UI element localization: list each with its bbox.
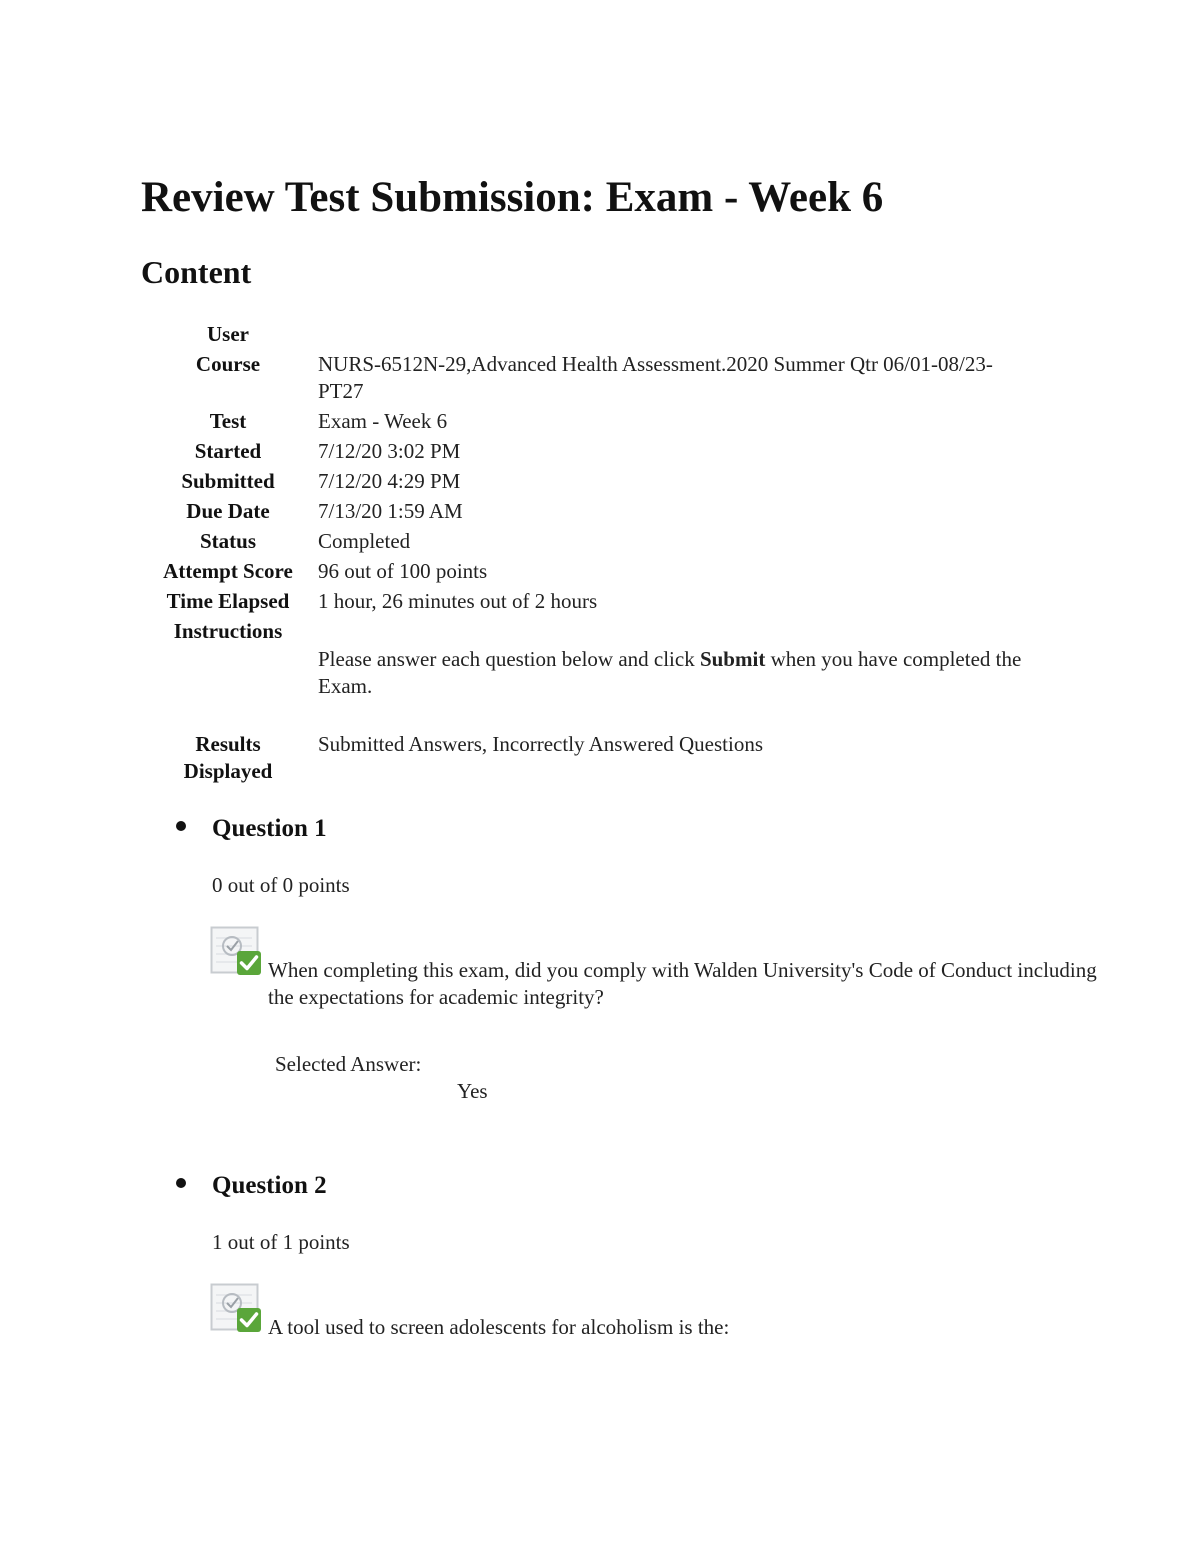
section-title: Content [141,254,252,290]
question-points: 0 out of 0 points [212,873,350,897]
question-text: A tool used to screen adolescents for alcoholism is the: [268,1315,730,1339]
info-value: Exam - Week 6 [318,409,448,433]
instructions-before: Please answer each question below and click [318,647,700,671]
instructions-submit-keyword: Submit [699,647,766,671]
info-label: Due Date [186,499,270,523]
info-label: Started [194,439,262,463]
info-value: 7/12/20 4:29 PM [318,469,461,493]
page-title: Review Test Submission: Exam - Week 6 [141,174,884,221]
question-points: 1 out of 1 points [212,1230,350,1254]
question-title: Question 1 [212,815,327,842]
info-label: Time Elapsed [166,589,290,613]
info-value: 7/13/20 1:59 AM [318,499,463,523]
info-value: NURS-6512N-29,Advanced Health Assessment.2020 Summer Qtr 06/01-08/23-PT27 [318,352,993,403]
question-title: Question 2 [212,1172,327,1199]
selected-answer-value: Yes [457,1079,488,1103]
info-label: Status [199,529,257,553]
info-label: Test [209,409,247,433]
info-label: Course [195,352,261,376]
correct-check-icon [210,926,264,978]
info-value: Submitted Answers, Incorrectly Answered Questions [318,732,764,756]
info-label: Instructions [173,619,283,643]
info-label: Results Displayed [183,732,273,783]
correct-check-icon [210,1283,264,1335]
info-label: Submitted [181,469,275,493]
question-text: When completing this exam, did you comply with Walden University's Code of Conduct including the expectations for academic integrity? [268,958,1097,1009]
info-label: User [207,322,249,346]
info-value: 1 hour, 26 minutes out of 2 hours [318,589,598,613]
info-label: Attempt Score [163,559,293,583]
selected-answer-label: Selected Answer: [275,1052,422,1076]
instructions-value [318,646,1038,700]
bullet-icon [176,1178,186,1188]
info-value: Completed [318,529,411,553]
info-value: 96 out of 100 points [318,559,488,583]
instructions-after: when you have completed the Exam. [318,647,1022,698]
bullet-icon [176,821,186,831]
info-value: 7/12/20 3:02 PM [318,439,461,463]
